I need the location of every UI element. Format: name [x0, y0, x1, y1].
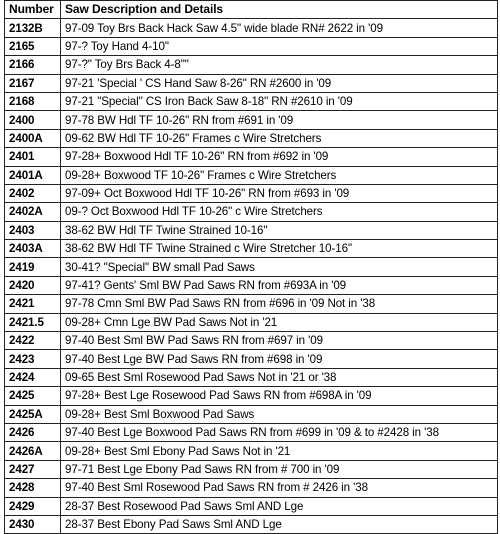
saw-number-cell: 2425: [5, 387, 61, 405]
saw-description-cell: 09-28+ Cmn Lge BW Pad Saws Not in '21: [61, 313, 498, 331]
table-row: [5, 460, 498, 478]
table-row: [5, 313, 498, 331]
table-row: [5, 405, 498, 423]
saw-description-cell: 97-41? Gents' Sml BW Pad Saws RN from #693A in '09: [61, 276, 498, 294]
saw-number-cell: 2168: [5, 92, 61, 110]
saw-number-cell: 2400: [5, 111, 61, 129]
saw-number-cell: 2430: [5, 515, 61, 533]
saw-description-cell: 97-28+ Boxwood Hdl TF 10-26" RN from #692 in '09: [61, 148, 498, 166]
saw-catalog-table: [4, 0, 498, 534]
saw-number-cell: 2421.5: [5, 313, 61, 331]
saw-description-cell: 97-09+ Oct Boxwood Hdl TF 10-26" RN from #693 in '09: [61, 184, 498, 202]
saw-number-cell: 2422: [5, 332, 61, 350]
saw-number-cell: 2401: [5, 148, 61, 166]
table-row: [5, 497, 498, 515]
saw-description-cell: 09-28+ Boxwood TF 10-26" Frames c Wire Stretchers: [61, 166, 498, 184]
saw-number-cell: 2429: [5, 497, 61, 515]
saw-description-cell: 97-21 'Special ' CS Hand Saw 8-26" RN #2600 in '09: [61, 74, 498, 92]
saw-description-cell: 09-? Oct Boxwood Hdl TF 10-26" c Wire Stretchers: [61, 203, 498, 221]
table-row: [5, 423, 498, 441]
table-row: [5, 368, 498, 386]
table-row: [5, 166, 498, 184]
saw-number-cell: 2403A: [5, 240, 61, 258]
table-row: [5, 221, 498, 239]
saw-description-cell: 97-71 Best Lge Ebony Pad Saws RN from # 700 in '09: [61, 460, 498, 478]
saw-number-cell: 2426: [5, 423, 61, 441]
saw-number-cell: 2165: [5, 37, 61, 55]
saw-description-cell: 30-41? "Special" BW small Pad Saws: [61, 258, 498, 276]
table-row: [5, 479, 498, 497]
saw-number-cell: 2401A: [5, 166, 61, 184]
table-row: [5, 148, 498, 166]
table-row: [5, 184, 498, 202]
saw-description-cell: 09-28+ Best Sml Ebony Pad Saws Not in '21: [61, 442, 498, 460]
saw-description-cell: 09-65 Best Sml Rosewood Pad Saws Not in '21 or '38: [61, 368, 498, 386]
saw-number-cell: 2167: [5, 74, 61, 92]
saw-number-cell: 2424: [5, 368, 61, 386]
saw-number-cell: 2420: [5, 276, 61, 294]
table-row: [5, 258, 498, 276]
saw-description-cell: 97-? Toy Hand 4-10": [61, 37, 498, 55]
saw-description-cell: 97-28+ Best Lge Rosewood Pad Saws RN from #698A in '09: [61, 387, 498, 405]
saw-number-cell: 2166: [5, 56, 61, 74]
table-row: [5, 56, 498, 74]
saw-description-cell: 97-40 Best Sml BW Pad Saws RN from #697 in '09: [61, 332, 498, 350]
saw-description-cell: 97-09 Toy Brs Back Hack Saw 4.5" wide blade RN# 2622 in '09: [61, 19, 498, 37]
saw-description-cell: 38-62 BW Hdl TF Twine Strained 10-16": [61, 221, 498, 239]
table-row: [5, 37, 498, 55]
saw-number-cell: 2426A: [5, 442, 61, 460]
saw-description-cell: 28-37 Best Rosewood Pad Saws Sml AND Lge: [61, 497, 498, 515]
saw-number-cell: 2419: [5, 258, 61, 276]
header-row: [5, 1, 498, 19]
table-row: [5, 129, 498, 147]
table-row: [5, 295, 498, 313]
saw-number-cell: 2425A: [5, 405, 61, 423]
table-row: [5, 92, 498, 110]
description-column-header: Saw Description and Details: [61, 1, 498, 19]
table-row: [5, 74, 498, 92]
saw-description-cell: 97-40 Best Sml Rosewood Pad Saws RN from # 2426 in '38: [61, 479, 498, 497]
saw-description-cell: 97-78 BW Hdl TF 10-26" RN from #691 in '09: [61, 111, 498, 129]
table-row: [5, 19, 498, 37]
saw-description-cell: 97-78 Cmn Sml BW Pad Saws RN from #696 in '09 Not in '38: [61, 295, 498, 313]
saw-number-cell: 2427: [5, 460, 61, 478]
number-column-header: Number: [5, 1, 61, 19]
saw-number-cell: 2428: [5, 479, 61, 497]
saw-number-cell: 2400A: [5, 129, 61, 147]
saw-description-cell: 97-40 Best Lge BW Pad Saws RN from #698 in '09: [61, 350, 498, 368]
table-row: [5, 350, 498, 368]
table-row: [5, 240, 498, 258]
table-row: [5, 203, 498, 221]
saw-description-cell: 28-37 Best Ebony Pad Saws Sml AND Lge: [61, 515, 498, 533]
table-row: [5, 332, 498, 350]
saw-number-cell: 2402A: [5, 203, 61, 221]
saw-description-cell: 97-21 "Special" CS Iron Back Saw 8-18" RN #2610 in '09: [61, 92, 498, 110]
saw-description-cell: 97-?" Toy Brs Back 4-8"": [61, 56, 498, 74]
saw-description-cell: 09-62 BW Hdl TF 10-26" Frames c Wire Stretchers: [61, 129, 498, 147]
saw-description-cell: 97-40 Best Lge Boxwood Pad Saws RN from #699 in '09 & to #2428 in '38: [61, 423, 498, 441]
table-row: [5, 442, 498, 460]
saw-description-cell: 09-28+ Best Sml Boxwood Pad Saws: [61, 405, 498, 423]
saw-description-cell: 38-62 BW Hdl TF Twine Strained c Wire Stretcher 10-16": [61, 240, 498, 258]
table-body: [5, 19, 498, 534]
table-row: [5, 111, 498, 129]
table-header: [5, 1, 498, 19]
saw-number-cell: 2402: [5, 184, 61, 202]
saw-number-cell: 2423: [5, 350, 61, 368]
saw-number-cell: 2403: [5, 221, 61, 239]
table-row: [5, 387, 498, 405]
saw-number-cell: 2132B: [5, 19, 61, 37]
table-row: [5, 515, 498, 533]
table-row: [5, 276, 498, 294]
saw-number-cell: 2421: [5, 295, 61, 313]
